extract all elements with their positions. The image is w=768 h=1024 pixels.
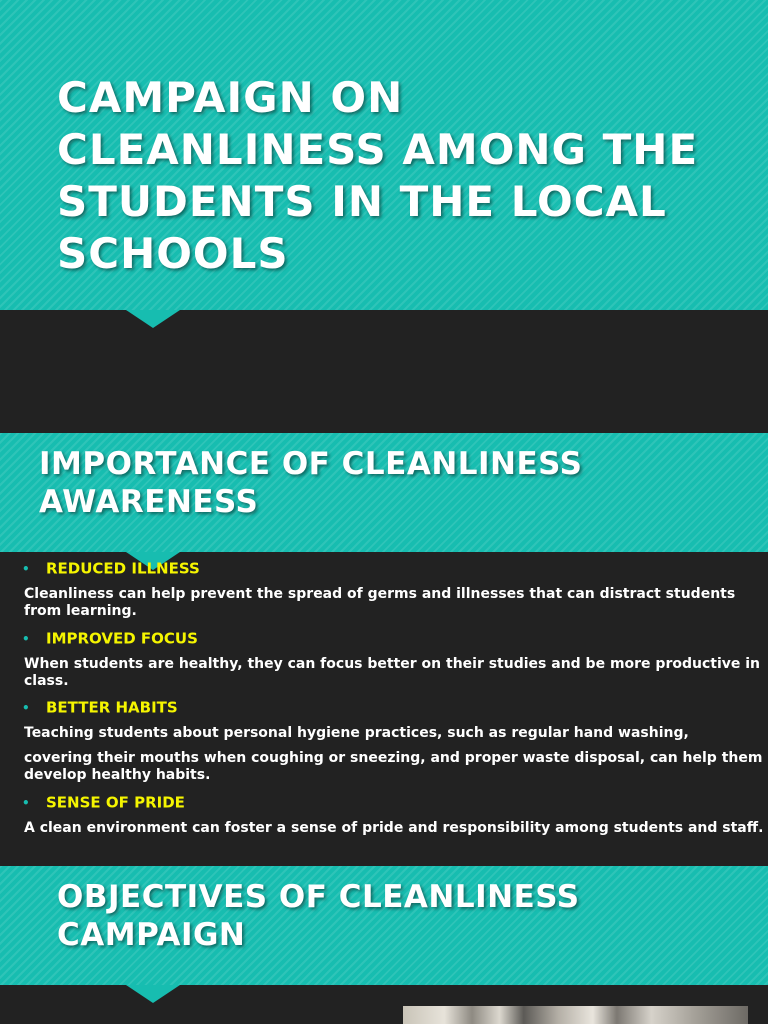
- objectives-slide-heading: OBJECTIVES OF CLEANLINESS CAMPAIGN: [57, 879, 580, 953]
- bullet-text: When students are healthy, they can focus better on their studies and be more productive in: [24, 656, 761, 672]
- importance-slide-heading: IMPORTANCE OF CLEANLINESS AWARENESS: [39, 446, 583, 520]
- bullet-text: class.: [24, 673, 69, 689]
- bullet-heading: IMPROVED FOCUS: [46, 629, 198, 648]
- bullet-heading: SENSE OF PRIDE: [46, 793, 185, 812]
- bullet-text: covering their mouths when coughing or sneezing, and proper waste disposal, can help them: [24, 750, 763, 766]
- bullet-text: Teaching students about personal hygiene practices, such as regular hand washing,: [24, 725, 689, 741]
- campaign-photo: [403, 1006, 748, 1024]
- bullet-item: [22, 628, 198, 648]
- bullet-item: [22, 697, 178, 717]
- bullet-text: develop healthy habits.: [24, 767, 211, 783]
- bullet-dot-icon: •: [22, 700, 30, 715]
- bullet-item: [22, 792, 185, 812]
- bullet-text: Cleanliness can help prevent the spread of germs and illnesses that can distract students: [24, 586, 736, 602]
- banner-pointer: [126, 985, 180, 1003]
- bullet-heading: BETTER HABITS: [46, 698, 178, 717]
- bullet-text: from learning.: [24, 603, 137, 619]
- bullet-heading: REDUCED ILLNESS: [46, 559, 200, 578]
- bullet-text: A clean environment can foster a sense of pride and responsibility among students and staff.: [24, 820, 764, 836]
- title-slide-heading: CAMPAIGN ON CLEANLINESS AMONG THE STUDENTS IN THE LOCAL SCHOOLS: [57, 73, 699, 278]
- banner-pointer: [126, 310, 180, 328]
- bullet-dot-icon: •: [22, 631, 30, 646]
- bullet-dot-icon: •: [22, 795, 30, 810]
- importance-content: [0, 558, 768, 858]
- bullet-dot-icon: •: [22, 561, 30, 576]
- bullet-item: [22, 558, 200, 578]
